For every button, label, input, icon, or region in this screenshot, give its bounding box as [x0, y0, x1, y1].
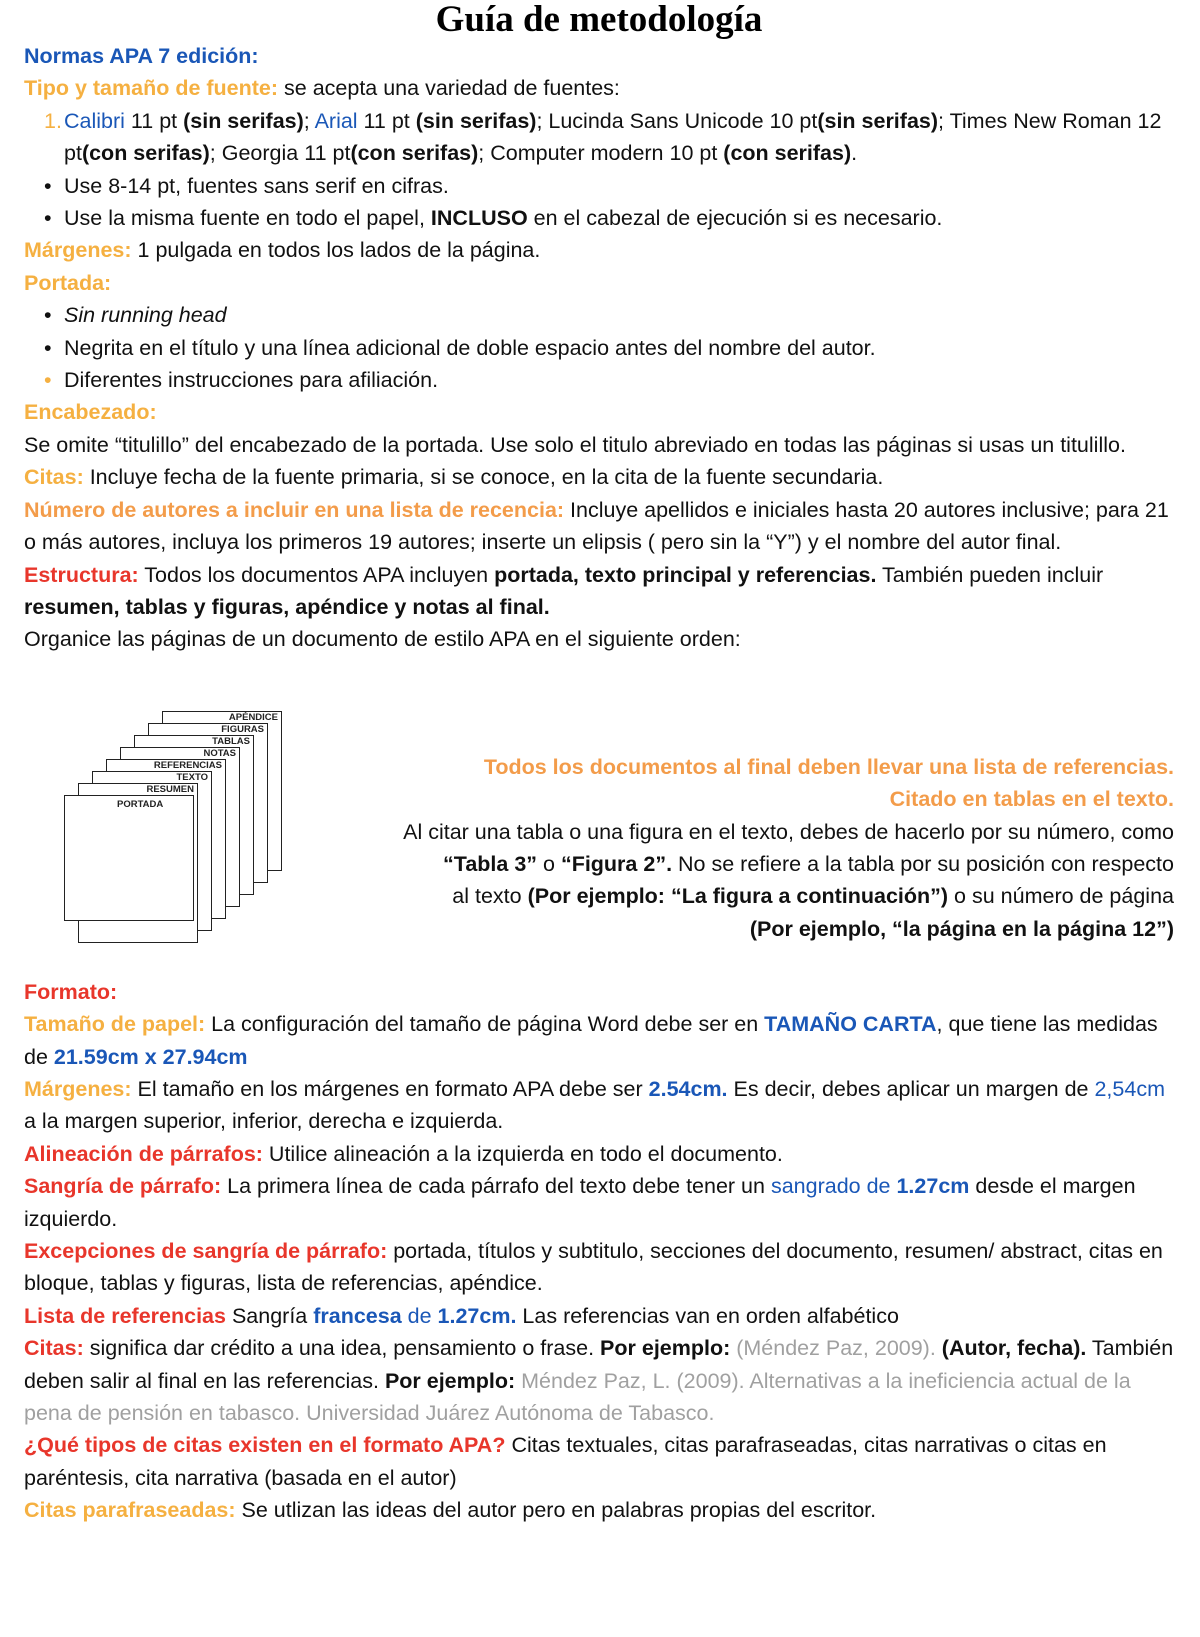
encabezado-heading: Encabezado: — [24, 400, 157, 425]
orden-paragraph: Organice las páginas de un documento de estilo APA en el siguiente orden: — [24, 627, 741, 652]
font-paragraph: Tipo y tamaño de fuente: se acepta una variedad de fuentes: — [24, 76, 620, 101]
bullet-item: • Use 8-14 pt, fuentes sans serif en cifras. — [24, 170, 1174, 202]
sheet-apendice: APÉNDICE — [162, 711, 282, 871]
sheet-tablas: TABLAS — [134, 735, 254, 895]
alineacion-paragraph: Alineación de párrafos: Utilice alineación a la izquierda en todo el documento. — [24, 1141, 783, 1166]
citas-paragraph: Citas: Incluye fecha de la fuente primaria, si se conoce, en la cita de la fuente secundaria. — [24, 465, 884, 490]
list-number: 1. — [44, 108, 62, 133]
sheet-portada: PORTADA — [64, 795, 194, 921]
tipos-paragraph: ¿Qué tipos de citas existen en el formato APA? Citas textuales, citas parafraseadas, citas narrativas o citas en paréntesis, cita narrativa (basada en el autor) — [24, 1433, 1107, 1490]
sheet-resumen: RESUMEN — [78, 783, 198, 943]
section-heading-apa: Normas APA 7 edición: — [24, 44, 259, 68]
caption-line: (Por ejemplo, “la página en la página 12”) — [749, 916, 1174, 941]
bullet-item: • Diferentes instrucciones para afiliación. — [24, 364, 1174, 396]
margins-paragraph: Márgenes: 1 pulgada en todos los lados de la página. — [24, 238, 541, 263]
font-list-item: 1. Calibri 11 pt (sin serifas); Arial 11 pt (sin serifas); Lucinda Sans Unicode 10 pt(sin serifas); Times New Roman 12 pt(con serifas); Georgia 11 pt(con serifas); Computer modern 10 pt (con serifas). — [24, 105, 1174, 170]
portada-heading: Portada: — [24, 270, 112, 295]
bullet-icon: • — [44, 335, 52, 360]
caption-line: Citado en tablas en el texto. — [889, 787, 1174, 812]
bullet-icon: • — [44, 206, 52, 231]
document-page — [24, 0, 1174, 1527]
bullet-icon: • — [44, 368, 52, 393]
bullet-icon: • — [44, 303, 52, 328]
excepciones-paragraph: Excepciones de sangría de párrafo: portada, títulos y subtitulo, secciones del documento, resumen/ abstract, citas en bloque, tablas y figuras, lista de referencias, apéndice. — [24, 1238, 1163, 1296]
caption-line: Al citar una tabla o una figura en el texto, debes de hacerlo por su número, como — [403, 819, 1174, 844]
estructura-paragraph: Estructura: Todos los documentos APA incluyen portada, texto principal y referencias. También pueden incluir resumen, tablas y figuras, apéndice y notas al final. — [24, 562, 1104, 619]
page-order-illustration — [64, 711, 294, 931]
formato-heading: Formato: — [24, 979, 118, 1004]
bullet-icon: • — [44, 173, 52, 198]
lista-paragraph: Lista de referencias Sangría francesa de 1.27cm. Las referencias van en orden alfabético — [24, 1303, 899, 1328]
sheet-referencias: REFERENCIAS — [106, 759, 226, 919]
encabezado-paragraph: Se omite “titulillo” del encabezado de la portada. Use solo el titulo abreviado en todas las páginas si usas un titulillo. — [24, 432, 1126, 457]
sheet-figuras: FIGURAS — [148, 723, 268, 883]
sheet-notas: NOTAS — [120, 747, 240, 907]
page-title: Guía de metodología — [435, 0, 763, 40]
sangria-paragraph: Sangría de párrafo: La primera línea de cada párrafo del texto debe tener un sangrado de 1.27cm desde el margen izquierdo. — [24, 1174, 1136, 1231]
bullet-item: • Sin running head — [24, 299, 1174, 331]
bullet-item: • Use la misma fuente en todo el papel, INCLUSO en el cabezal de ejecución si es necesario. — [24, 202, 1174, 234]
figure-caption — [274, 751, 1174, 945]
citas-formato-paragraph: Citas: significa dar crédito a una idea, pensamiento o frase. Por ejemplo: (Méndez Paz, 2009). (Autor, fecha). También deben salir al final en las referencias. Por ejemplo: Méndez Paz, L. (2009). Alternativas a la ineficiencia actual de la pena de pensión en tabasco. Universidad Juárez Autónoma de Tabasco. — [24, 1336, 1174, 1425]
parafraseadas-paragraph: Citas parafraseadas: Se utlizan las ideas del autor pero en palabras propias del escritor. — [24, 1498, 877, 1523]
bullet-item: • Negrita en el título y una línea adicional de doble espacio antes del nombre del autor. — [24, 332, 1174, 364]
caption-line: al texto (Por ejemplo: “La figura a continuación”) o su número de página — [452, 884, 1174, 909]
sheet-texto: TEXTO — [92, 771, 212, 931]
autores-paragraph: Número de autores a incluir en una lista de recencia: Incluye apellidos e iniciales hasta 20 autores inclusive; para 21 o más autores, incluya los primeros 19 autores; inserte un elipsis ( pero sin la “Y”) y el nombre del autor final. — [24, 497, 1169, 555]
papel-paragraph: Tamaño de papel: La configuración del tamaño de página Word debe ser en TAMAÑO CARTA, que tiene las medidas de 21.59cm x 27.94cm — [24, 1012, 1158, 1069]
margenes-paragraph: Márgenes: El tamaño en los márgenes en formato APA debe ser 2.54cm. Es decir, debes aplicar un margen de 2,54cm a la margen superior, inferior, derecha e izquierda. — [24, 1076, 1165, 1134]
figure-area — [24, 656, 1174, 956]
caption-line: “Tabla 3” o “Figura 2”. No se refiere a la tabla por su posición con respecto — [443, 851, 1174, 876]
caption-line: Todos los documentos al final deben llevar una lista de referencias. — [483, 754, 1174, 779]
